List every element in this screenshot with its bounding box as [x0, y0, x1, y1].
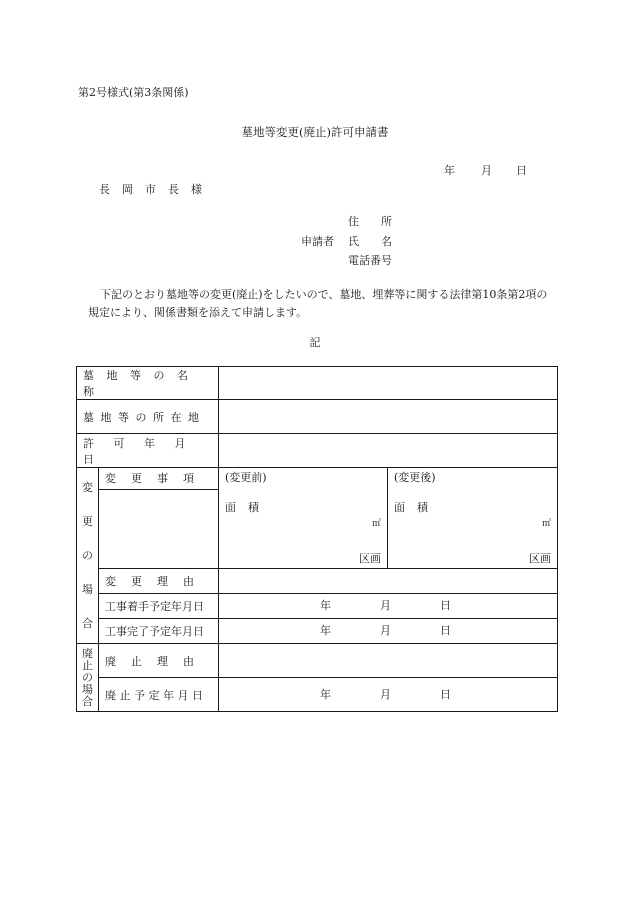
end-month: 月 — [380, 624, 391, 637]
date-year-label: 年 — [444, 164, 455, 177]
start-date-field[interactable] — [219, 594, 558, 619]
after-cell[interactable] — [388, 468, 558, 569]
abolish-reason-field[interactable] — [219, 644, 558, 678]
abolish-year: 年 — [320, 687, 331, 701]
address-label: 住所 — [348, 215, 414, 228]
cemetery-location-field[interactable] — [219, 400, 558, 434]
after-plots-unit: 区画 — [529, 552, 551, 565]
permit-date-label: 許可年月日 — [77, 434, 219, 468]
cemetery-location-label: 墓地等の所在地 — [77, 400, 219, 434]
vertical-char: 廃 — [82, 646, 93, 660]
before-label: (変更前) — [225, 471, 267, 484]
cemetery-name-field[interactable] — [219, 367, 558, 400]
vertical-char: 変 — [82, 480, 93, 494]
end-year: 年 — [320, 624, 331, 637]
before-cell[interactable] — [219, 468, 388, 569]
vertical-char: 合 — [82, 616, 93, 630]
after-label: (変更後) — [394, 471, 436, 484]
vertical-char: 合 — [82, 694, 93, 708]
end-date-field[interactable] — [219, 619, 558, 644]
after-area-label: 面積 — [394, 501, 440, 514]
abolish-reason-label: 廃止理由 — [99, 644, 219, 678]
phone-label: 電話番号 — [348, 254, 392, 267]
body-paragraph — [88, 286, 558, 322]
before-area-label: 面積 — [225, 501, 271, 514]
body-paragraph-text: 下記のとおり墓地等の変更(廃止)をしたいので、墓地、埋葬等に関する法律第10条第2項の規定により、関係書類を添えて申請します。 — [88, 288, 548, 319]
form-number: 第2号様式(第3条関係) — [78, 86, 189, 99]
change-item-label: 変更事項 — [99, 468, 219, 569]
ki-heading: 記 — [309, 336, 321, 349]
abolish-day: 日 — [440, 687, 451, 701]
vertical-char: の — [82, 548, 93, 562]
vertical-char: 更 — [82, 514, 93, 528]
permit-date-field[interactable] — [219, 434, 558, 468]
before-sqm-unit: ㎡ — [371, 519, 381, 529]
abolish-date-field[interactable] — [219, 678, 558, 712]
abolish-month: 月 — [380, 687, 391, 701]
start-month: 月 — [380, 599, 391, 612]
applicant-label: 申請者 — [301, 235, 334, 248]
end-day: 日 — [440, 624, 451, 637]
change-reason-label: 変更理由 — [99, 569, 219, 594]
start-year: 年 — [320, 599, 331, 612]
form-title: 墓地等変更(廃止)許可申請書 — [241, 125, 389, 139]
before-plots-unit: 区画 — [359, 552, 381, 565]
abolish_group-text — [77, 648, 98, 708]
end-date-label: 工事完了予定年月日 — [99, 619, 219, 644]
change_group-text — [77, 481, 98, 631]
application-table — [76, 366, 558, 712]
start-date-label: 工事着手予定年月日 — [99, 594, 219, 619]
abolish-date-label: 廃止予定年月日 — [99, 678, 219, 712]
vertical-char: 場 — [82, 682, 93, 696]
change-group-label — [77, 468, 99, 644]
vertical-char: 止 — [82, 658, 93, 672]
cemetery-name-label: 墓地等の名称 — [77, 367, 219, 400]
start-day: 日 — [440, 599, 451, 612]
addressee: 長岡市長様 — [99, 183, 214, 196]
date-month-label: 月 — [481, 164, 492, 177]
date-day-label: 日 — [516, 164, 527, 177]
vertical-char: の — [82, 670, 93, 684]
change-reason-field[interactable] — [219, 569, 558, 594]
vertical-char: 場 — [82, 582, 93, 596]
after-sqm-unit: ㎡ — [541, 519, 551, 529]
abolish-group-label — [77, 644, 99, 712]
name-label: 氏名 — [348, 235, 414, 248]
